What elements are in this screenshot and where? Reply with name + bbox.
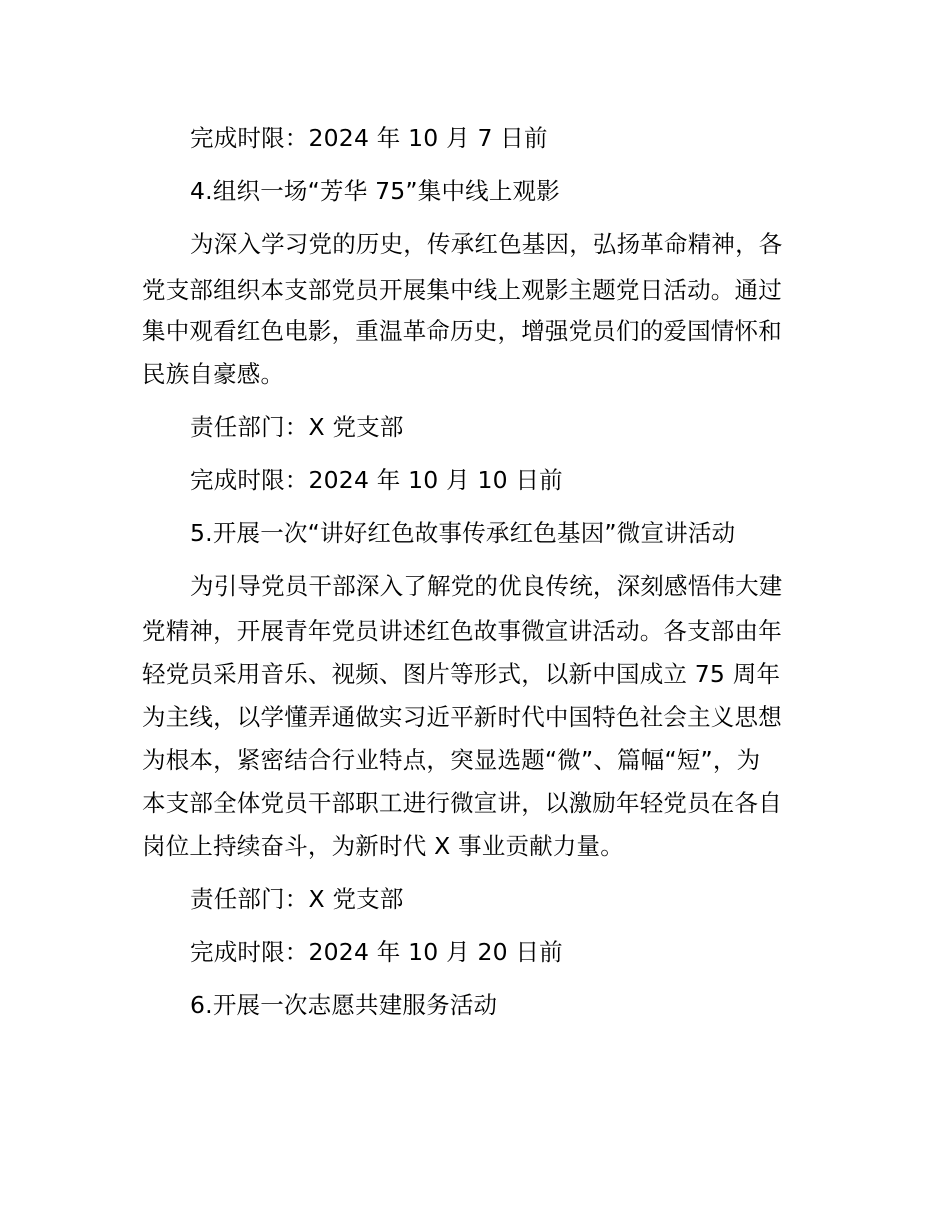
paragraph-4-line-3: 集中观看红色电影，重温革命历史，增强党员们的爱国情怀和 — [142, 317, 782, 345]
section-heading-5: 5.开展一次“讲好红色故事传承红色基因”微宣讲活动 — [190, 519, 736, 547]
paragraph-4-line-2: 党支部组织本支部党员开展集中线上观影主题党日活动。通过 — [142, 276, 782, 304]
section-heading-6: 6.开展一次志愿共建服务活动 — [190, 991, 498, 1019]
paragraph-5-line-3: 轻党员采用音乐、视频、图片等形式，以新中国成立 75 周年 — [142, 660, 781, 688]
responsible-dept-line: 责任部门：X 党支部 — [190, 413, 404, 441]
paragraph-5-line-1: 为引导党员干部深入了解党的优良传统，深刻感悟伟大建 — [190, 572, 783, 600]
paragraph-5-line-5: 为根本，紧密结合行业特点，突显选题“微”、篇幅“短”，为 — [142, 746, 761, 774]
deadline-line: 完成时限：2024 年 10 月 7 日前 — [190, 124, 548, 152]
paragraph-4-line-1: 为深入学习党的历史，传承红色基因，弘扬革命精神，各 — [190, 230, 783, 258]
section-heading-4: 4.组织一场“芳华 75”集中线上观影 — [190, 177, 560, 205]
deadline-line: 完成时限：2024 年 10 月 10 日前 — [190, 466, 563, 494]
paragraph-5-line-4: 为主线，以学懂弄通做实习近平新时代中国特色社会主义思想 — [142, 703, 782, 731]
paragraph-5-line-7: 岗位上持续奋斗，为新时代 X 事业贡献力量。 — [142, 832, 624, 860]
responsible-dept-line: 责任部门：X 党支部 — [190, 885, 404, 913]
deadline-line: 完成时限：2024 年 10 月 20 日前 — [190, 938, 563, 966]
paragraph-4-line-4: 民族自豪感。 — [142, 360, 285, 388]
paragraph-5-line-6: 本支部全体党员干部职工进行微宣讲，以激励年轻党员在各自 — [142, 789, 782, 817]
paragraph-5-line-2: 党精神，开展青年党员讲述红色故事微宣讲活动。各支部由年 — [142, 617, 782, 645]
